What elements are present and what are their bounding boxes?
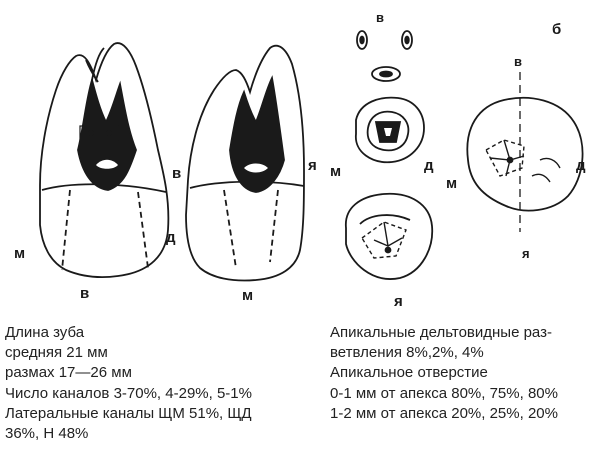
note-line: Длина зуба [5, 324, 85, 341]
left-tooth-mesial-label: м [14, 245, 26, 262]
note-line: средняя 21 мм [5, 344, 108, 362]
view-b-lingual-label: я [522, 246, 530, 261]
note-line: ветвления 8%,2%, 4% [330, 344, 484, 362]
note-line: 36%, Н 48% [5, 425, 89, 443]
cross-section-distal-label: д [424, 157, 434, 174]
notes-right-column [330, 323, 598, 424]
middle-tooth-mesial-label: м [242, 287, 254, 304]
middle-tooth-lingual-label: я [308, 157, 317, 174]
middle-tooth-drawing [186, 46, 304, 281]
note-line: Латеральные каналы ЩМ 51%, ЩД [5, 404, 252, 422]
view-b-mesial-label: м [446, 175, 458, 192]
cross-section-lingual-label: я [394, 293, 403, 310]
middle-tooth-buccal-label: в [172, 165, 182, 182]
note-line: размах 17—26 мм [5, 364, 132, 382]
cross-section-mesial-label: м [330, 163, 342, 180]
left-tooth-drawing [40, 43, 168, 277]
view-b-buccal-label: в [514, 54, 522, 69]
cross-sections-drawing [346, 31, 432, 279]
note-line: 0-1 мм от апекса 80%, 75%, 80% [330, 384, 558, 402]
note-line: Апикальное отверстие [330, 364, 488, 382]
cross-section-buccal-label: в [376, 10, 384, 25]
note-line: 1-2 мм от апекса 20%, 25%, 20% [330, 404, 558, 422]
view-b-distal-label: д [576, 157, 586, 174]
view-b-drawing [467, 72, 582, 232]
left-tooth-distal-label: д [166, 229, 176, 246]
notes-left-column [5, 323, 305, 444]
view-b-panel-label: б [552, 21, 562, 38]
note-line: Апикальные дельтовидные раз- [330, 324, 552, 341]
note-line: Число каналов 3-70%, 4-29%, 5-1% [5, 384, 252, 402]
left-tooth-buccal-label: в [80, 285, 90, 302]
